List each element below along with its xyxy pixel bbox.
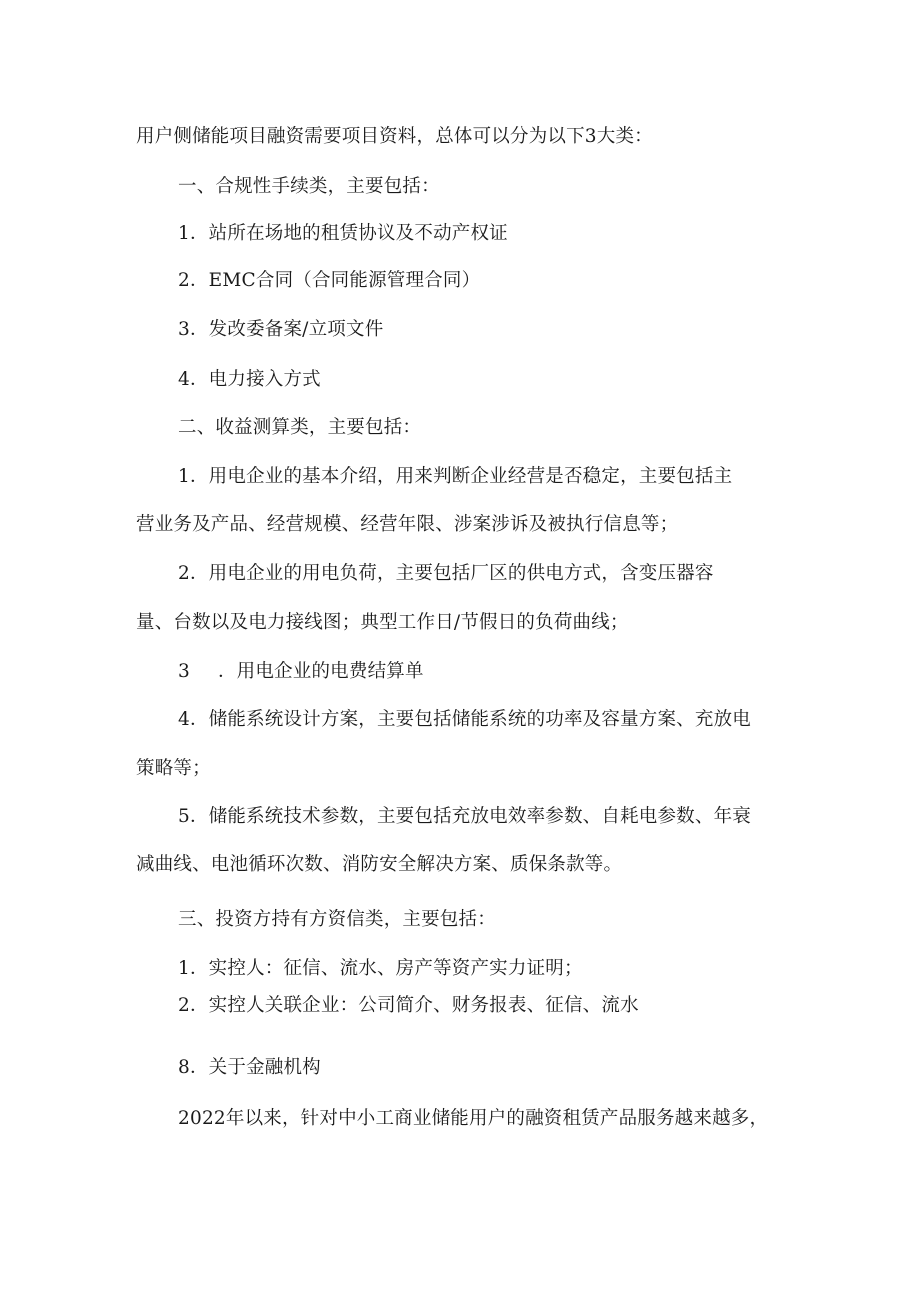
list-item: 1．站所在场地的租赁协议及不动产权证 (178, 223, 508, 244)
body-paragraph: 2022年以来，针对中小工商业储能用户的融资租赁产品服务越来越多， (178, 1108, 769, 1129)
list-item-continuation: 营业务及产品、经营规模、经营年限、涉案涉诉及被执行信息等； (136, 514, 679, 535)
list-item-text: ．用电企业的电费结算单 (217, 661, 424, 682)
list-item (178, 659, 424, 685)
list-item: 1．实控人：征信、流水、房产等资产实力证明； (178, 958, 583, 979)
list-item: 4．储能系统设计方案，主要包括储能系统的功率及容量方案、充放电 (178, 709, 751, 730)
section-heading-revenue: 二、收益测算类，主要包括： (178, 417, 422, 438)
list-item-continuation: 减曲线、电池循环次数、消防安全解决方案、质保条款等。 (136, 854, 623, 875)
section-heading-financial-institutions: 8．关于金融机构 (178, 1057, 321, 1078)
list-item-continuation: 量、台数以及电力接线图；典型工作日/节假日的负荷曲线； (136, 612, 629, 633)
list-item: 3．发改委备案/立项文件 (178, 319, 384, 340)
list-item: 5．储能系统技术参数，主要包括充放电效率参数、自耗电参数、年衰 (178, 806, 751, 827)
list-item: 2．EMC合同（合同能源管理合同） (178, 270, 481, 291)
section-heading-compliance: 一、合规性手续类，主要包括： (178, 176, 440, 197)
intro-paragraph: 用户侧储能项目融资需要项目资料，总体可以分为以下3大类： (136, 126, 653, 147)
list-item: 1．用电企业的基本介绍，用来判断企业经营是否稳定，主要包括主 (178, 466, 733, 487)
section-heading-investor: 三、投资方持有方资信类，主要包括： (178, 909, 496, 930)
list-item-number: 3 (178, 661, 190, 682)
list-item: 2．用电企业的用电负荷，主要包括厂区的供电方式，含变压器容 (178, 563, 714, 584)
list-item: 4．电力接入方式 (178, 369, 321, 390)
list-item: 2．实控人关联企业：公司简介、财务报表、征信、流水 (178, 995, 639, 1016)
list-item-continuation: 策略等； (136, 758, 211, 779)
